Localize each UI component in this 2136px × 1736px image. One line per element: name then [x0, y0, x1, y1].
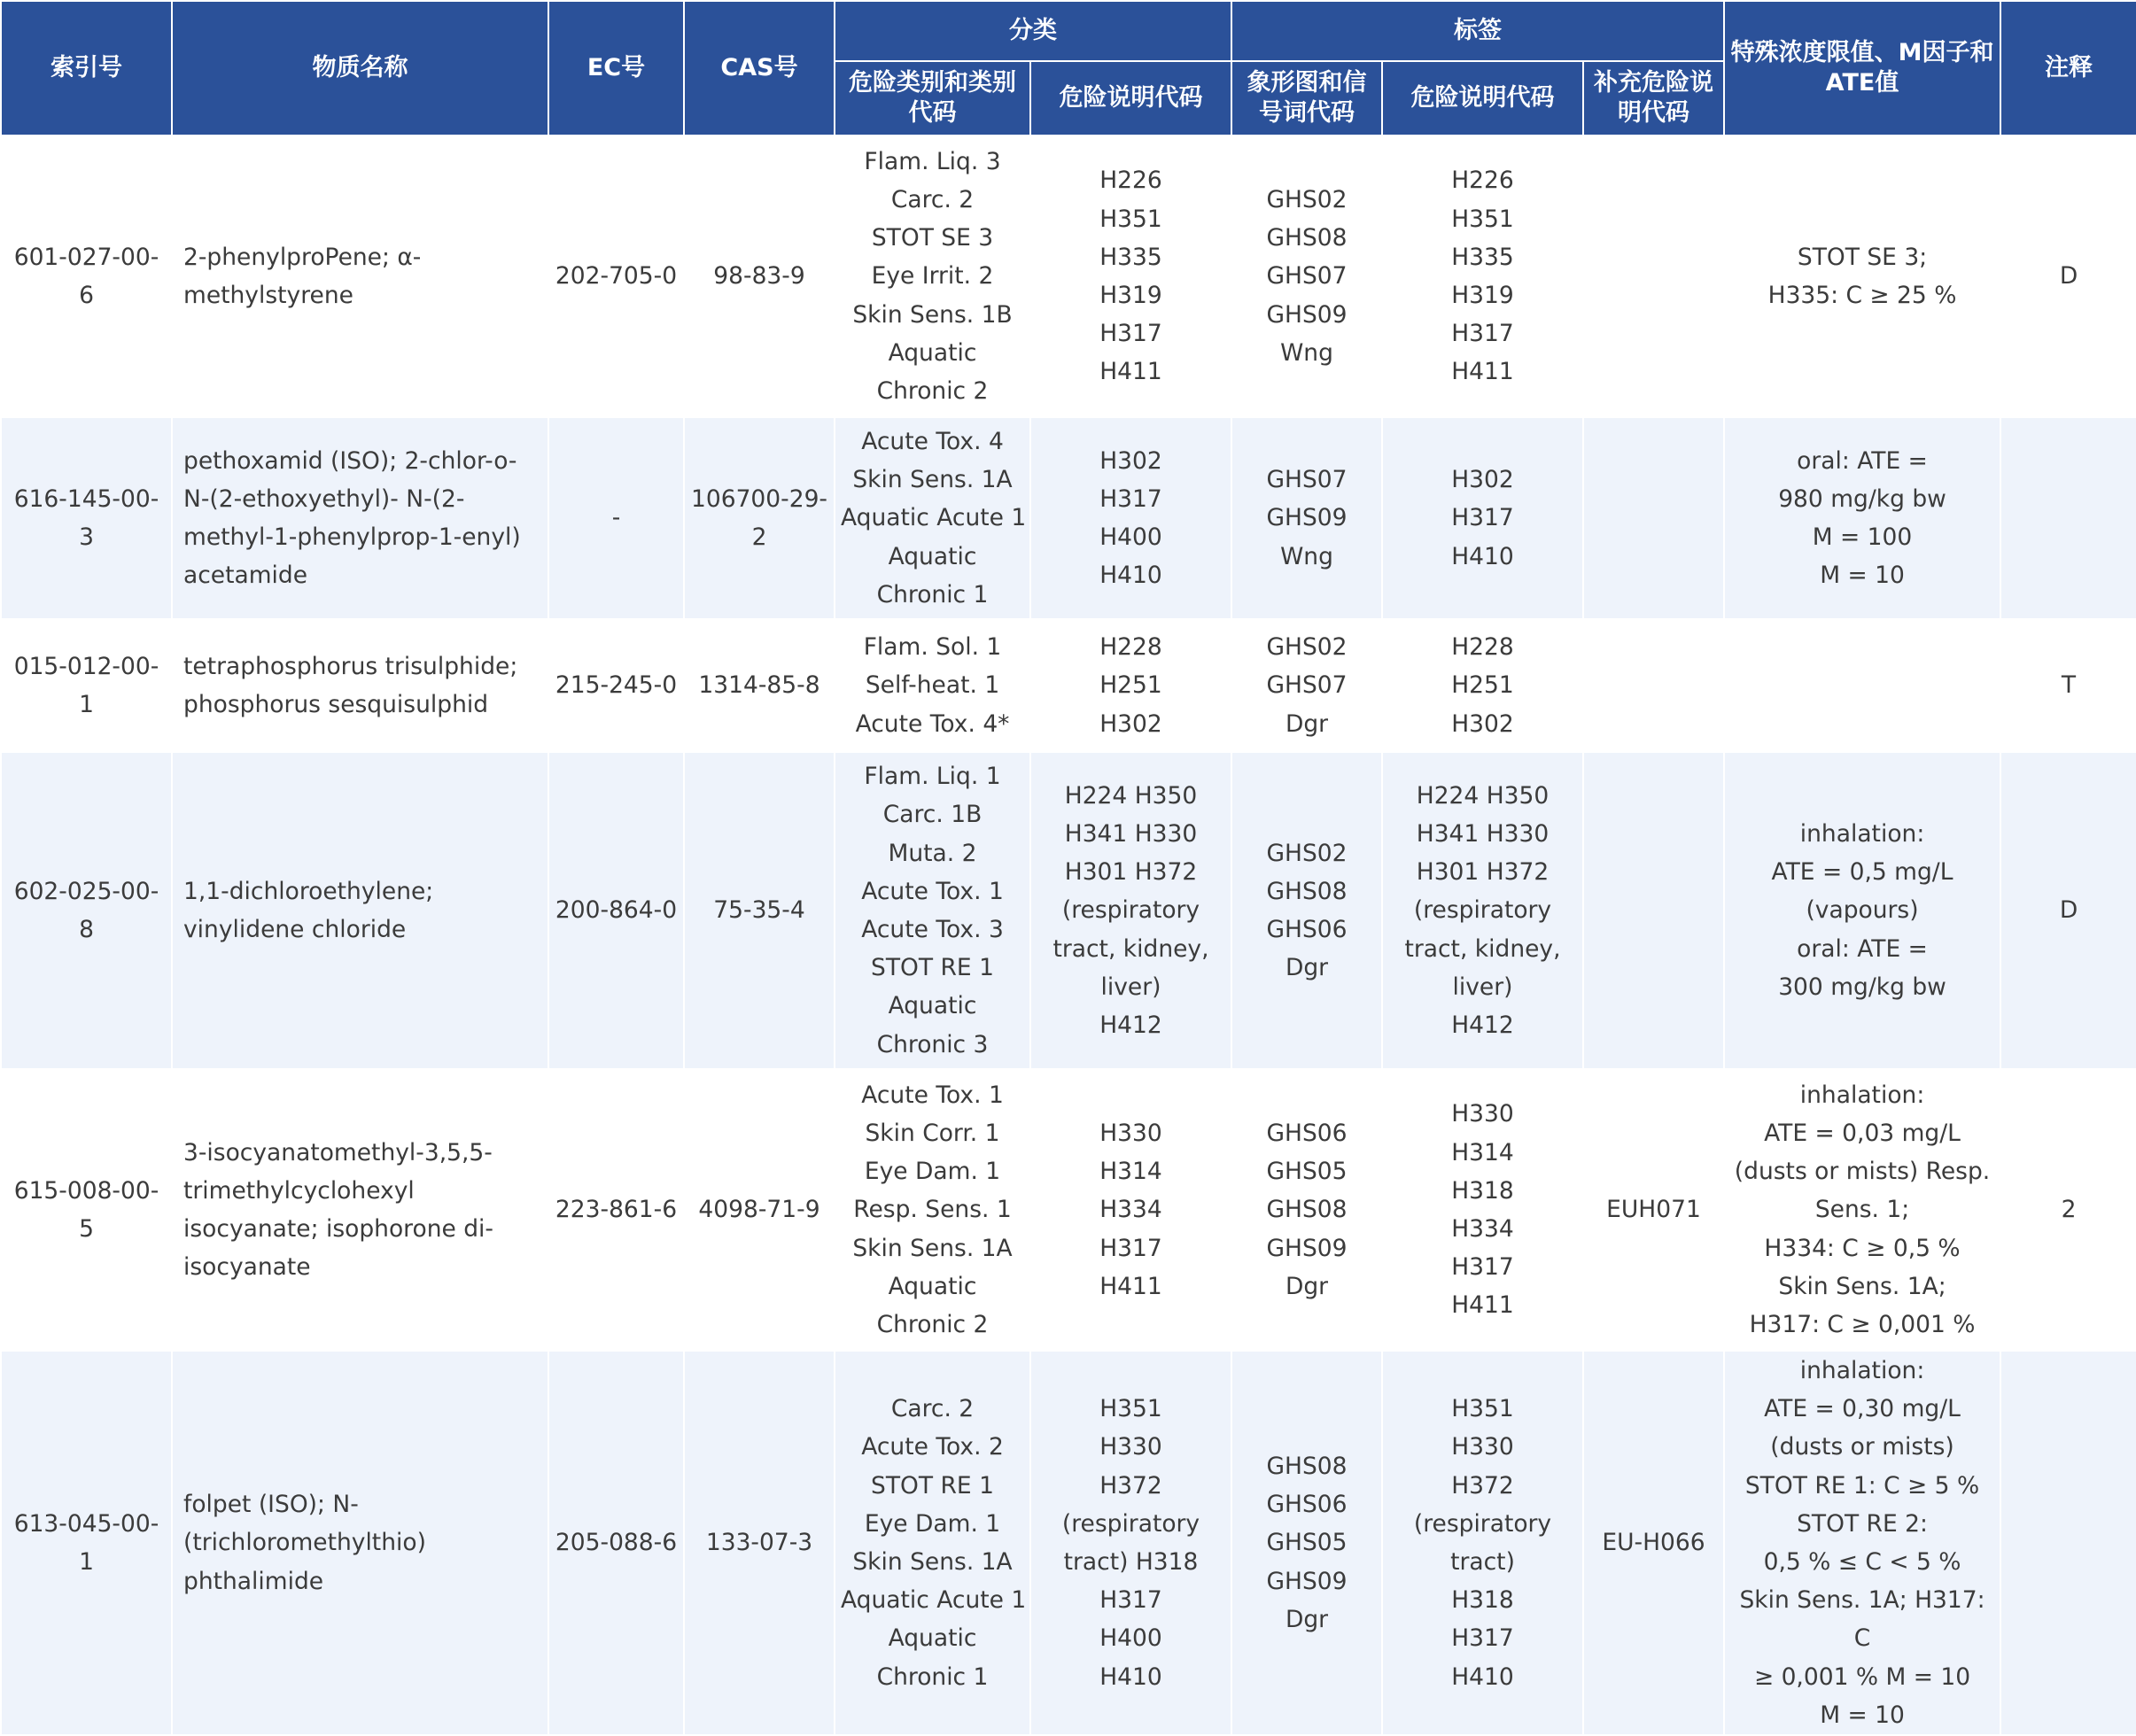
cell-hazard-class	[835, 1069, 1030, 1351]
cell-specific-limits	[1724, 417, 2000, 619]
cell-specific-limits-line: STOT RE 2:	[1797, 1509, 1928, 1538]
cell-label-hazard-statement-line: H317	[1451, 1624, 1514, 1653]
cell-supplemental	[1583, 417, 1724, 619]
cell-label-hazard-statement-line: tract, kidney,	[1404, 934, 1561, 963]
cell-hazard-statement-line: H334	[1099, 1196, 1162, 1224]
cell-label-hazard-statement-line: H372	[1451, 1471, 1514, 1500]
cell-hazard-statement	[1030, 1069, 1231, 1351]
cell-hazard-class	[835, 136, 1030, 417]
cell-hazard-class-line: Chronic 1	[876, 580, 989, 608]
cell-hazard-statement	[1030, 417, 1231, 619]
cell-hazard-statement-line: H302	[1099, 446, 1162, 475]
cell-hazard-statement-line: H302	[1099, 709, 1162, 738]
cell-hazard-statement-line: H351	[1099, 1395, 1162, 1423]
cell-pictogram	[1231, 1351, 1382, 1735]
cell-pictogram-line: Dgr	[1285, 954, 1329, 982]
cell-hazard-statement-line: liver)	[1100, 973, 1161, 1001]
cell-index: 613-045-00-1	[1, 1351, 172, 1735]
cell-label-hazard-statement-line: H318	[1451, 1176, 1514, 1205]
header-hazard-statement: 危险说明代码	[1030, 61, 1231, 136]
cell-hazard-statement-line: H412	[1099, 1011, 1162, 1039]
cell-hazard-statement-line: (respiratory	[1061, 896, 1200, 925]
cell-name: tetraphosphorus trisulphide; phosphorus sesquisulphid	[172, 619, 548, 752]
cell-label-hazard-statement-line: H330	[1451, 1100, 1514, 1128]
cell-ec: 205-088-6	[548, 1351, 684, 1735]
header-pictogram: 象形图和信号词代码	[1231, 61, 1382, 136]
header-name: 物质名称	[172, 1, 548, 136]
cell-label-hazard-statement-line: liver)	[1452, 973, 1513, 1001]
cell-name: 1,1-dichloroethylene; vinylidene chloride	[172, 752, 548, 1069]
cell-label-hazard-statement-line: H319	[1451, 282, 1514, 309]
cell-label-hazard-statement-line: H251	[1451, 671, 1514, 700]
cell-cas: 1314-85-8	[684, 619, 835, 752]
header-ec: EC号	[548, 1, 684, 136]
cell-label-hazard-statement-line: H412	[1451, 1011, 1514, 1039]
cell-cas: 106700-29-2	[684, 417, 835, 619]
cell-ec: 202-705-0	[548, 136, 684, 417]
cell-hazard-statement-line: H228	[1099, 633, 1162, 662]
cell-pictogram-line: GHS02	[1266, 633, 1348, 662]
cell-specific-limits-line: oral: ATE =	[1797, 446, 1928, 475]
cell-label-hazard-statement-line: H224 H350	[1416, 781, 1550, 810]
cell-pictogram	[1231, 1069, 1382, 1351]
cell-specific-limits	[1724, 1351, 2000, 1735]
cell-pictogram-line: GHS06	[1266, 1119, 1348, 1147]
cell-pictogram-line: GHS09	[1266, 1567, 1348, 1595]
cell-name: 3-isocyanatomethyl-3,5,5-trimethylcyclohexyl isocyanate; isophorone di-isocyanate	[172, 1069, 548, 1351]
cell-hazard-class-line: Acute Tox. 3	[861, 916, 1004, 943]
cell-hazard-class-line: Carc. 2	[890, 1395, 975, 1423]
cell-pictogram-line: Wng	[1280, 338, 1333, 367]
cell-ec: 215-245-0	[548, 619, 684, 752]
cell-label-hazard-statement-line: H226	[1451, 167, 1514, 195]
table-row	[1, 417, 2136, 619]
cell-hazard-statement-line: (respiratory	[1061, 1509, 1200, 1538]
cell-label-hazard-statement	[1382, 136, 1583, 417]
cell-hazard-class-line: Acute Tox. 2	[861, 1433, 1004, 1461]
cell-specific-limits-line: oral: ATE =	[1797, 934, 1928, 963]
cell-pictogram-line: Dgr	[1285, 1605, 1329, 1633]
cell-hazard-class-line: Eye Irrit. 2	[871, 262, 994, 291]
cell-hazard-statement-line: H411	[1099, 1272, 1162, 1300]
cell-label-hazard-statement-line: H301 H372	[1416, 858, 1550, 887]
cell-label-hazard-statement-line: H411	[1451, 1291, 1514, 1320]
cell-pictogram-line: GHS09	[1266, 300, 1348, 329]
cell-label-hazard-statement-line: tract)	[1450, 1548, 1515, 1577]
cell-specific-limits-line: (dusts or mists)	[1770, 1433, 1954, 1461]
cell-hazard-class-line: Flam. Liq. 3	[864, 147, 1001, 175]
cell-hazard-statement-line: H224 H350	[1064, 781, 1198, 810]
cell-index: 015-012-00-1	[1, 619, 172, 752]
cell-index: 615-008-00-5	[1, 1069, 172, 1351]
cell-hazard-statement-line: H317	[1099, 1586, 1162, 1615]
cell-specific-limits-line: M = 10	[1820, 1701, 1905, 1729]
cell-label-hazard-statement-line: H317	[1451, 320, 1514, 348]
cell-hazard-class	[835, 417, 1030, 619]
header-index: 索引号	[1, 1, 172, 136]
cell-hazard-class-line: Chronic 2	[876, 1311, 989, 1338]
cell-label-hazard-statement-line: H335	[1451, 243, 1514, 271]
cell-index: 616-145-00-3	[1, 417, 172, 619]
cell-label-hazard-statement-line: H351	[1451, 205, 1514, 233]
cell-hazard-statement-line: H251	[1099, 671, 1162, 700]
cell-hazard-statement-line: H317	[1099, 1234, 1162, 1262]
cell-pictogram-line: GHS07	[1266, 262, 1348, 291]
cell-pictogram-line: GHS05	[1266, 1158, 1348, 1186]
cell-hazard-statement-line: H226	[1099, 167, 1162, 195]
cell-hazard-class-line: Carc. 1B	[882, 801, 983, 829]
cell-hazard-class-line: STOT RE 1	[871, 954, 994, 982]
cell-hazard-class-line: Muta. 2	[888, 839, 977, 867]
cell-label-hazard-statement-line: H228	[1451, 633, 1514, 662]
cell-pictogram-line: Wng	[1280, 542, 1333, 570]
cell-label-hazard-statement	[1382, 1069, 1583, 1351]
header-classification: 分类	[835, 1, 1231, 61]
cell-hazard-statement-line: H372	[1099, 1471, 1162, 1500]
cell-hazard-statement	[1030, 1351, 1231, 1735]
cell-hazard-class-line: Flam. Sol. 1	[863, 633, 1002, 662]
cell-hazard-class-line: Flam. Liq. 1	[864, 763, 1001, 791]
cell-pictogram-line: GHS08	[1266, 877, 1348, 905]
table-body	[1, 136, 2136, 1735]
cell-hazard-statement-line: H410	[1099, 1662, 1162, 1691]
cell-hazard-statement-line: H330	[1099, 1119, 1162, 1147]
cell-hazard-class-line: Acute Tox. 4	[861, 427, 1004, 455]
cell-specific-limits	[1724, 136, 2000, 417]
cell-hazard-class-line: Skin Sens. 1A	[852, 1548, 1013, 1577]
cell-hazard-statement-line: H400	[1099, 1624, 1162, 1653]
cell-specific-limits-line: Skin Sens. 1A;	[1778, 1272, 1946, 1300]
cell-label-hazard-statement-line: H410	[1451, 1662, 1514, 1691]
cell-name: folpet (ISO); N-(trichloromethylthio) phthalimide	[172, 1351, 548, 1735]
header-cas: CAS号	[684, 1, 835, 136]
cell-specific-limits-line: inhalation:	[1799, 1081, 1925, 1109]
cell-label-hazard-statement-line: H317	[1451, 504, 1514, 532]
header-supplemental: 补充危险说明代码	[1583, 61, 1724, 136]
cell-hazard-statement-line: tract, kidney,	[1052, 934, 1209, 963]
cell-specific-limits-line: 980 mg/kg bw	[1778, 484, 1946, 513]
cell-supplemental	[1583, 752, 1724, 1069]
cell-specific-limits-line: inhalation:	[1799, 1357, 1925, 1384]
cell-hazard-class	[835, 752, 1030, 1069]
cell-supplemental: EU-H066	[1583, 1351, 1724, 1735]
cell-hazard-class-line: Skin Sens. 1A	[852, 466, 1013, 494]
cell-label-hazard-statement-line: H318	[1451, 1586, 1514, 1615]
cell-supplemental	[1583, 136, 1724, 417]
cell-hazard-class-line: STOT SE 3	[871, 224, 994, 252]
cell-pictogram	[1231, 752, 1382, 1069]
cell-pictogram-line: GHS02	[1266, 185, 1348, 213]
cell-specific-limits	[1724, 619, 2000, 752]
header-label-hazard-statement: 危险说明代码	[1382, 61, 1583, 136]
cell-pictogram-line: GHS02	[1266, 839, 1348, 867]
cell-label-hazard-statement-line: H410	[1451, 542, 1514, 570]
cell-hazard-class	[835, 619, 1030, 752]
cell-hazard-class-line: Acute Tox. 1	[861, 877, 1004, 905]
cell-hazard-class-line: Skin Sens. 1B	[852, 300, 1013, 329]
cell-hazard-statement-line: H341 H330	[1064, 819, 1198, 848]
cell-label-hazard-statement-line: H411	[1451, 358, 1514, 386]
cell-label-hazard-statement-line: H314	[1451, 1138, 1514, 1166]
cell-hazard-class-line: Resp. Sens. 1	[853, 1196, 1012, 1224]
cell-label-hazard-statement-line: H317	[1451, 1253, 1514, 1282]
cell-hazard-class-line: Self-heat. 1	[865, 671, 1000, 700]
cell-pictogram-line: GHS08	[1266, 1453, 1348, 1480]
cell-specific-limits-line: M = 100	[1812, 523, 1913, 551]
cell-hazard-class-line: Chronic 2	[876, 377, 989, 405]
cell-hazard-class-line: Aquatic Acute 1	[841, 1586, 1027, 1615]
cell-hazard-statement-line: H314	[1099, 1158, 1162, 1186]
cell-index: 602-025-00-8	[1, 752, 172, 1069]
cell-hazard-statement-line: tract) H318	[1063, 1548, 1199, 1577]
cell-ec: 200-864-0	[548, 752, 684, 1069]
cell-pictogram-line: GHS06	[1266, 1491, 1348, 1519]
cell-label-hazard-statement-line: H302	[1451, 709, 1514, 738]
table-row	[1, 136, 2136, 417]
cell-specific-limits-line: Skin Sens. 1A; H317: C	[1739, 1586, 1985, 1653]
cell-hazard-statement-line: H319	[1099, 282, 1162, 309]
cell-ec: 223-861-6	[548, 1069, 684, 1351]
cell-pictogram-line: Dgr	[1285, 709, 1329, 738]
cell-supplemental	[1583, 619, 1724, 752]
cell-pictogram-line: GHS07	[1266, 466, 1348, 494]
cell-hazard-class-line: Chronic 3	[876, 1030, 989, 1058]
table-header	[1, 1, 2136, 136]
cell-index: 601-027-00-6	[1, 136, 172, 417]
cell-specific-limits-line: 0,5 % ≤ C < 5 %	[1763, 1548, 1961, 1577]
cell-hazard-statement-line: H301 H372	[1064, 858, 1198, 887]
cell-hazard-class-line: Eye Dam. 1	[864, 1158, 1001, 1186]
cell-label-hazard-statement-line: (respiratory	[1413, 1509, 1552, 1538]
cell-specific-limits-line: (vapours)	[1806, 896, 1919, 925]
cell-hazard-class-line: Eye Dam. 1	[864, 1509, 1001, 1538]
cell-hazard-statement-line: H400	[1099, 523, 1162, 551]
cell-hazard-statement-line: H317	[1099, 320, 1162, 348]
cell-hazard-statement-line: H410	[1099, 562, 1162, 590]
cell-pictogram-line: GHS06	[1266, 916, 1348, 943]
cell-hazard-class-line: STOT RE 1	[871, 1471, 994, 1500]
cell-specific-limits-line: ATE = 0,30 mg/L	[1764, 1395, 1961, 1423]
cell-cas: 98-83-9	[684, 136, 835, 417]
cell-hazard-class-line: Aquatic	[888, 992, 977, 1020]
cell-pictogram-line: GHS09	[1266, 504, 1348, 532]
cell-label-hazard-statement-line: H351	[1451, 1395, 1514, 1423]
cell-pictogram-line: GHS08	[1266, 1196, 1348, 1224]
cell-hazard-class-line: Aquatic	[888, 1624, 977, 1653]
header-notes: 注释	[2000, 1, 2136, 136]
cell-hazard-class-line: Aquatic Acute 1	[841, 504, 1027, 532]
table-row	[1, 619, 2136, 752]
header-specific-limits: 特殊浓度限值、M因子和ATE值	[1724, 1, 2000, 136]
cell-specific-limits-line: ATE = 0,03 mg/L	[1764, 1119, 1961, 1147]
cell-pictogram-line: GHS08	[1266, 224, 1348, 252]
cell-pictogram-line: GHS07	[1266, 671, 1348, 700]
cell-label-hazard-statement-line: H330	[1451, 1433, 1514, 1461]
cell-hazard-statement-line: H330	[1099, 1433, 1162, 1461]
cell-label-hazard-statement	[1382, 752, 1583, 1069]
cell-specific-limits-line: STOT RE 1: C ≥ 5 %	[1744, 1471, 1980, 1500]
cell-hazard-statement-line: H317	[1099, 484, 1162, 513]
header-hazard-class: 危险类别和类别代码	[835, 61, 1030, 136]
cell-label-hazard-statement	[1382, 1351, 1583, 1735]
cell-pictogram-line: Dgr	[1285, 1272, 1329, 1300]
cell-name: pethoxamid (ISO); 2-chlor-o-N-(2-ethoxyethyl)- N-(2-methyl-1-phenylprop-1-enyl) acetamide	[172, 417, 548, 619]
table-row	[1, 1351, 2136, 1735]
cell-notes: D	[2000, 136, 2136, 417]
cell-notes	[2000, 1351, 2136, 1735]
cell-ec: -	[548, 417, 684, 619]
cell-specific-limits-line: ATE = 0,5 mg/L	[1771, 858, 1953, 887]
cell-cas: 133-07-3	[684, 1351, 835, 1735]
cell-hazard-statement-line: H335	[1099, 243, 1162, 271]
table-row	[1, 752, 2136, 1069]
cell-label-hazard-statement-line: H334	[1451, 1215, 1514, 1243]
table-row	[1, 1069, 2136, 1351]
cell-pictogram	[1231, 417, 1382, 619]
cell-label-hazard-statement-line: (respiratory	[1413, 896, 1552, 925]
cell-notes: T	[2000, 619, 2136, 752]
cell-hazard-class-line: Skin Sens. 1A	[852, 1234, 1013, 1262]
cell-hazard-class-line: Acute Tox. 4*	[855, 709, 1010, 738]
cell-hazard-class	[835, 1351, 1030, 1735]
cell-hazard-class-line: Aquatic	[888, 542, 977, 570]
cell-label-hazard-statement	[1382, 417, 1583, 619]
cell-pictogram	[1231, 619, 1382, 752]
header-labelling: 标签	[1231, 1, 1724, 61]
cell-hazard-class-line: Chronic 1	[876, 1662, 989, 1691]
cell-pictogram	[1231, 136, 1382, 417]
cell-hazard-statement-line: H351	[1099, 205, 1162, 233]
cell-label-hazard-statement-line: H302	[1451, 466, 1514, 494]
cell-pictogram-line: GHS05	[1266, 1529, 1348, 1557]
cell-specific-limits	[1724, 1069, 2000, 1351]
cell-specific-limits-line: STOT SE 3;	[1797, 243, 1928, 271]
cell-supplemental: EUH071	[1583, 1069, 1724, 1351]
cell-hazard-statement	[1030, 752, 1231, 1069]
cell-specific-limits-line: inhalation:	[1799, 819, 1925, 848]
cell-cas: 4098-71-9	[684, 1069, 835, 1351]
cell-name: 2-phenylproPene; α-methylstyrene	[172, 136, 548, 417]
cell-specific-limits-line: 300 mg/kg bw	[1778, 973, 1946, 1001]
cell-notes	[2000, 417, 2136, 619]
cell-specific-limits-line: M = 10	[1820, 562, 1905, 590]
cell-hazard-statement	[1030, 136, 1231, 417]
cell-specific-limits-line: ≥ 0,001 % M = 10	[1753, 1662, 1971, 1691]
cell-specific-limits-line: H317: C ≥ 0,001 %	[1749, 1311, 1976, 1338]
cell-specific-limits-line: H335: C ≥ 25 %	[1767, 282, 1957, 309]
cell-specific-limits-line: H334: C ≥ 0,5 %	[1764, 1234, 1961, 1262]
cell-hazard-class-line: Skin Corr. 1	[865, 1119, 1000, 1147]
cell-notes: 2	[2000, 1069, 2136, 1351]
cell-pictogram-line: GHS09	[1266, 1234, 1348, 1262]
cell-specific-limits	[1724, 752, 2000, 1069]
cell-specific-limits-line: (dusts or mists) Resp.	[1734, 1158, 1991, 1186]
cell-specific-limits-line: Sens. 1;	[1814, 1196, 1910, 1224]
cell-hazard-class-line: Aquatic	[888, 1272, 977, 1300]
cell-notes: D	[2000, 752, 2136, 1069]
cell-cas: 75-35-4	[684, 752, 835, 1069]
cell-label-hazard-statement	[1382, 619, 1583, 752]
cell-hazard-statement-line: H411	[1099, 358, 1162, 386]
cell-hazard-class-line: Carc. 2	[890, 185, 975, 213]
cell-label-hazard-statement-line: H341 H330	[1416, 819, 1550, 848]
cell-hazard-statement	[1030, 619, 1231, 752]
cell-hazard-class-line: Acute Tox. 1	[861, 1081, 1004, 1109]
cell-hazard-class-line: Aquatic	[888, 338, 977, 367]
